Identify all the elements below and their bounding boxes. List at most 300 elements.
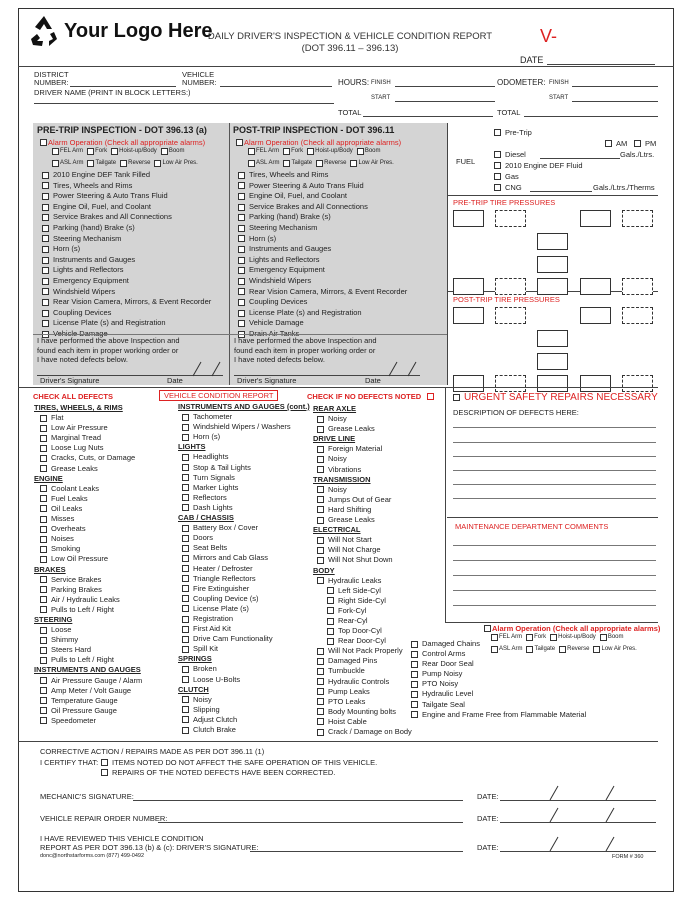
alarm-hoist-up-body-checkbox[interactable]	[550, 634, 557, 641]
defect-checkbox[interactable]	[317, 547, 324, 554]
checklist-item: License Plate (s) and Registration	[42, 318, 211, 329]
defect-item: Body Mounting bolts	[313, 707, 412, 717]
defect-item: Hydraulic Controls	[313, 677, 412, 687]
tire-pressure-box[interactable]	[537, 330, 568, 347]
defect-checkbox[interactable]	[182, 646, 189, 653]
defect-checkbox[interactable]	[317, 537, 324, 544]
defect-checkbox[interactable]	[317, 678, 324, 685]
defect-item: Rear Door Seal	[411, 659, 586, 669]
pre-trip-tire-title: PRE-TRIP TIRE PRESSURES	[453, 198, 556, 207]
alarm-fel-arm-checkbox[interactable]	[491, 634, 498, 641]
defect-item: Coupling Device (s)	[178, 594, 310, 604]
tire-pressure-box[interactable]	[537, 353, 568, 370]
alarm-tailgate-checkbox[interactable]	[526, 646, 533, 653]
checklist-item: Tires, Wheels and Rims	[42, 181, 211, 192]
item-checkbox[interactable]	[238, 193, 245, 200]
defect-item: Registration	[178, 614, 310, 624]
defect-checkbox[interactable]	[317, 466, 324, 473]
item-checkbox[interactable]	[42, 172, 49, 179]
defect-checkbox[interactable]	[40, 637, 47, 644]
checklist-item: Drain Air Tanks	[238, 329, 407, 340]
category-heading: TIRES, WHEELS, & RIMS	[34, 403, 123, 412]
certify-opt2-checkbox[interactable]	[101, 769, 108, 776]
item-checkbox[interactable]	[42, 299, 49, 306]
defect-checkbox[interactable]	[182, 716, 189, 723]
defect-checkbox[interactable]	[182, 706, 189, 713]
tire-pressure-box[interactable]	[495, 278, 526, 295]
alarm-boom-checkbox[interactable]	[161, 148, 168, 155]
def-checkbox[interactable]	[494, 162, 501, 169]
category-heading: CAB / CHASSIS	[178, 513, 234, 523]
defect-checkbox[interactable]	[182, 545, 189, 552]
description-line[interactable]	[453, 498, 656, 499]
defect-checkbox[interactable]	[317, 708, 324, 715]
checklist-item: 2010 Engine DEF Tank Filled	[42, 170, 211, 181]
defect-item: Battery Box / Cover	[178, 523, 310, 533]
item-checkbox[interactable]	[238, 267, 245, 274]
defect-checkbox[interactable]	[40, 485, 47, 492]
item-checkbox[interactable]	[42, 235, 49, 242]
post-cert: I have performed the above Inspection and found each item in proper working order or I have noted defects below.	[234, 336, 377, 364]
pretrip-fuel-checkbox[interactable]	[494, 129, 501, 136]
defect-item: Jumps Out of Gear	[313, 495, 412, 505]
repair-order-line[interactable]	[158, 822, 463, 823]
hours-total-field[interactable]	[363, 116, 493, 117]
defect-item: Air Pressure Gauge / Alarm	[34, 676, 142, 686]
tire-pressure-box[interactable]	[537, 233, 568, 250]
tire-pressure-box[interactable]	[537, 375, 568, 392]
defect-checkbox[interactable]	[317, 557, 324, 564]
defect-checkbox[interactable]	[182, 636, 189, 643]
driver-review-signature-line[interactable]	[250, 851, 463, 852]
defect-checkbox[interactable]	[40, 596, 47, 603]
defect-item: Cracks, Cuts, or Damage	[34, 453, 142, 463]
checklist-item: Power Steering & Auto Trans Fluid	[238, 181, 407, 192]
maintenance-label: MAINTENANCE DEPARTMENT COMMENTS	[455, 522, 609, 531]
checklist-item: Engine Oil, Fuel, and Coolant	[42, 202, 211, 213]
item-checkbox[interactable]	[42, 310, 49, 317]
defect-checkbox[interactable]	[182, 484, 189, 491]
defect-checkbox[interactable]	[182, 565, 189, 572]
defect-checkbox[interactable]	[182, 535, 189, 542]
defect-item: Loose Lug Nuts	[34, 443, 142, 453]
defect-item: Foreign Material	[313, 444, 412, 454]
defect-checkbox[interactable]	[182, 696, 189, 703]
defect-item: Overheats	[34, 524, 142, 534]
defect-checkbox[interactable]	[182, 525, 189, 532]
defect-checkbox[interactable]	[40, 505, 47, 512]
defect-checkbox[interactable]	[40, 526, 47, 533]
tire-pressure-box[interactable]	[495, 375, 526, 392]
post-trip-checklist	[238, 170, 407, 340]
defect-checkbox[interactable]	[411, 711, 418, 718]
defect-item: Low Air Pressure	[34, 423, 142, 433]
alarm-reverse-checkbox[interactable]	[559, 646, 566, 653]
defect-checkbox[interactable]	[40, 687, 47, 694]
defect-item: PTO Noisy	[411, 679, 586, 689]
defect-checkbox[interactable]	[182, 727, 189, 734]
am-checkbox[interactable]	[605, 140, 612, 147]
defect-item: Smoking	[34, 544, 142, 554]
defect-checkbox[interactable]	[327, 597, 334, 604]
alarm-asl-arm-checkbox[interactable]	[491, 646, 498, 653]
category-heading: BODY	[313, 565, 335, 575]
defect-checkbox[interactable]	[40, 465, 47, 472]
defect-item: Noises	[34, 534, 142, 544]
defect-checkbox[interactable]	[182, 575, 189, 582]
defect-checkbox[interactable]	[317, 517, 324, 524]
defect-checkbox[interactable]	[317, 668, 324, 675]
tire-pressure-box[interactable]	[453, 375, 484, 392]
item-checkbox[interactable]	[42, 278, 49, 285]
checklist-item: Emergency Equipment	[42, 276, 211, 287]
defect-checkbox[interactable]	[182, 454, 189, 461]
defect-item: Marginal Tread	[34, 433, 142, 443]
defect-checkbox[interactable]	[411, 701, 418, 708]
district-field[interactable]	[70, 86, 176, 87]
defects-col3	[313, 404, 412, 737]
item-checkbox[interactable]	[238, 257, 245, 264]
defect-checkbox[interactable]	[182, 666, 189, 673]
defect-item: Flat	[34, 413, 142, 423]
tire-pressure-box[interactable]	[622, 278, 653, 295]
defect-checkbox[interactable]	[40, 677, 47, 684]
maintenance-line[interactable]	[453, 590, 656, 591]
defect-item: Headlights	[178, 452, 310, 462]
defect-checkbox[interactable]	[40, 536, 47, 543]
defect-checkbox[interactable]	[40, 455, 47, 462]
maintenance-line[interactable]	[453, 605, 656, 606]
item-checkbox[interactable]	[238, 320, 245, 327]
defect-checkbox[interactable]	[182, 626, 189, 633]
alarm-low-air-pres-checkbox[interactable]	[350, 160, 357, 167]
item-checkbox[interactable]	[42, 193, 49, 200]
item-checkbox[interactable]	[238, 225, 245, 232]
defect-item: Turnbuckle	[313, 666, 412, 676]
defect-checkbox[interactable]	[317, 446, 324, 453]
item-checkbox[interactable]	[42, 267, 49, 274]
defect-item: Noisy	[178, 695, 310, 705]
odometer-start-field[interactable]	[572, 101, 658, 102]
checklist-item: Vehicle Damage	[238, 318, 407, 329]
defect-item: Hydraulic Leaks	[313, 576, 412, 586]
tire-pressure-box[interactable]	[453, 278, 484, 295]
category-heading: ELECTRICAL	[313, 525, 361, 535]
defect-checkbox[interactable]	[317, 426, 324, 433]
category-heading: DRIVE LINE	[313, 434, 356, 444]
alarm-low-air-pres-checkbox[interactable]	[593, 646, 600, 653]
defect-item: Broken	[178, 664, 310, 674]
alarm-tailgate-checkbox[interactable]	[87, 160, 94, 167]
defect-item: Oil Leaks	[34, 504, 142, 514]
pm-checkbox[interactable]	[634, 140, 641, 147]
alarm-hoist-up-body-checkbox[interactable]	[307, 148, 314, 155]
alarm-reverse-checkbox[interactable]	[316, 160, 323, 167]
item-checkbox[interactable]	[238, 172, 245, 179]
alarm-asl-arm-checkbox[interactable]	[52, 160, 59, 167]
defect-checkbox[interactable]	[40, 606, 47, 613]
tire-pressure-box[interactable]	[622, 210, 653, 227]
hours-finish-field[interactable]	[395, 86, 495, 87]
defect-checkbox[interactable]	[182, 434, 189, 441]
defect-checkbox[interactable]	[182, 464, 189, 471]
defect-item: Will Not Pack Properly	[313, 646, 412, 656]
defect-item: Air / Hydraulic Leaks	[34, 595, 142, 605]
item-checkbox[interactable]	[238, 182, 245, 189]
defect-item: Will Not Shut Down	[313, 555, 412, 565]
defect-item: Will Not Charge	[313, 545, 412, 555]
checklist-item: Lights and Reflectors	[238, 255, 407, 266]
item-checkbox[interactable]	[238, 299, 245, 306]
alarm-fork-checkbox[interactable]	[283, 148, 290, 155]
defect-item: Pump Noisy	[411, 669, 586, 679]
defect-checkbox[interactable]	[317, 456, 324, 463]
defect-checkbox[interactable]	[182, 494, 189, 501]
checklist-item: Steering Mechanism	[42, 234, 211, 245]
date-line[interactable]	[547, 64, 655, 65]
defect-checkbox[interactable]	[411, 691, 418, 698]
defect-item: Misses	[34, 514, 142, 524]
driver-name-field[interactable]	[34, 103, 334, 104]
item-checkbox[interactable]	[42, 204, 49, 211]
alarm-checkbox[interactable]	[236, 139, 243, 146]
item-checkbox[interactable]	[42, 225, 49, 232]
defect-item: Doors	[178, 533, 310, 543]
item-checkbox[interactable]	[238, 288, 245, 295]
defect-item: Hard Shifting	[313, 505, 412, 515]
odometer-finish-field[interactable]	[572, 86, 658, 87]
defect-checkbox[interactable]	[327, 607, 334, 614]
defect-checkbox[interactable]	[317, 698, 324, 705]
defect-item: Amp Meter / Volt Gauge	[34, 686, 142, 696]
tire-pressure-box[interactable]	[537, 278, 568, 295]
defect-checkbox[interactable]	[317, 658, 324, 665]
item-checkbox[interactable]	[42, 288, 49, 295]
defect-checkbox[interactable]	[317, 729, 324, 736]
certify-opt1-checkbox[interactable]	[101, 759, 108, 766]
description-line[interactable]	[453, 484, 656, 485]
item-checkbox[interactable]	[42, 257, 49, 264]
gas-checkbox[interactable]	[494, 173, 501, 180]
defect-checkbox[interactable]	[40, 647, 47, 654]
defect-checkbox[interactable]	[182, 676, 189, 683]
contact-info: donc@northstarforms.com (877) 499-0492	[40, 853, 145, 859]
defect-checkbox[interactable]	[317, 506, 324, 513]
checklist-item: Vehicle Damage	[42, 329, 211, 340]
checklist-item: Horn (s)	[42, 244, 211, 255]
defect-item: Coolant Leaks	[34, 484, 142, 494]
checklist-item: Rear Vision Camera, Mirrors, & Event Recorder	[238, 287, 407, 298]
defect-checkbox[interactable]	[40, 717, 47, 724]
defect-item: Dash Lights	[178, 503, 310, 513]
defects-col1	[34, 403, 142, 726]
tire-pressure-box[interactable]	[537, 256, 568, 273]
maintenance-line[interactable]	[453, 545, 656, 546]
alarm-checkbox[interactable]	[40, 139, 47, 146]
alarm-operation: Alarm Operation (Check all appropriate alarms) FEL Arm Fork Hoist-up/Body Boom ASL Arm Tailgate Reverse Low Air Pres.	[236, 138, 403, 171]
defect-checkbox[interactable]	[317, 416, 324, 423]
urgent-checkbox[interactable]	[453, 394, 460, 401]
defect-checkbox[interactable]	[411, 671, 418, 678]
description-line[interactable]	[453, 456, 656, 457]
checklist-item: Emergency Equipment	[238, 265, 407, 276]
mechanic-signature-line[interactable]	[133, 800, 463, 801]
defect-checkbox[interactable]	[40, 707, 47, 714]
hours-start-field[interactable]	[395, 101, 495, 102]
tire-pressure-box[interactable]	[453, 210, 484, 227]
defect-item: Crack / Damage on Body	[313, 727, 412, 737]
defect-checkbox[interactable]	[327, 618, 334, 625]
diesel-checkbox[interactable]	[494, 151, 501, 158]
defect-checkbox[interactable]	[182, 585, 189, 592]
defect-checkbox[interactable]	[411, 651, 418, 658]
tire-pressure-box[interactable]	[495, 307, 526, 324]
defect-checkbox[interactable]	[182, 424, 189, 431]
defect-item: Pulls to Left / Right	[34, 655, 142, 665]
pre-cert: I have performed the above Inspection and found each item in proper working order or I have noted defects below.	[37, 336, 180, 364]
defect-item: Grease Leaks	[34, 464, 142, 474]
defect-checkbox[interactable]	[327, 628, 334, 635]
description-line[interactable]	[453, 427, 656, 428]
cng-checkbox[interactable]	[494, 184, 501, 191]
item-checkbox[interactable]	[238, 214, 245, 221]
defect-item: Marker Lights	[178, 483, 310, 493]
defect-item: Rear Door-Cyl	[313, 636, 412, 646]
alarm-fel-arm-checkbox[interactable]	[248, 148, 255, 155]
item-checkbox[interactable]	[238, 204, 245, 211]
item-checkbox[interactable]	[238, 246, 245, 253]
maintenance-line[interactable]	[453, 575, 656, 576]
defect-checkbox[interactable]	[411, 661, 418, 668]
defect-checkbox[interactable]	[317, 648, 324, 655]
tire-pressure-box[interactable]	[453, 307, 484, 324]
maintenance-line[interactable]	[453, 560, 656, 561]
description-line[interactable]	[453, 470, 656, 471]
item-checkbox[interactable]	[238, 310, 245, 317]
alarm-operation: Alarm Operation (Check all appropriate alarms) FEL Arm Fork Hoist-up/Body Boom ASL Arm Tailgate Reverse Low Air Pres.	[484, 624, 662, 657]
defect-checkbox[interactable]	[327, 638, 334, 645]
defect-item: Turn Signals	[178, 473, 310, 483]
category-heading: TRANSMISSION	[313, 474, 371, 484]
item-checkbox[interactable]	[238, 235, 245, 242]
defect-item: Hoist Cable	[313, 717, 412, 727]
item-checkbox[interactable]	[42, 246, 49, 253]
tire-pressure-box[interactable]	[580, 375, 611, 392]
alarm-checkbox[interactable]	[484, 625, 491, 632]
defect-checkbox[interactable]	[411, 641, 418, 648]
defect-checkbox[interactable]	[317, 577, 324, 584]
tire-pressure-box[interactable]	[622, 307, 653, 324]
defect-checkbox[interactable]	[317, 496, 324, 503]
defect-checkbox[interactable]	[411, 681, 418, 688]
post-trip-title: POST-TRIP INSPECTION - DOT 396.11	[233, 125, 395, 135]
defect-checkbox[interactable]	[40, 556, 47, 563]
defect-item: Loose	[34, 625, 142, 635]
defect-checkbox[interactable]	[40, 425, 47, 432]
alarm-reverse-checkbox[interactable]	[120, 160, 127, 167]
defect-checkbox[interactable]	[40, 627, 47, 634]
defect-checkbox[interactable]	[40, 576, 47, 583]
defect-checkbox[interactable]	[40, 586, 47, 593]
defect-checkbox[interactable]	[40, 435, 47, 442]
description-line[interactable]	[453, 442, 656, 443]
alarm-hoist-up-body-checkbox[interactable]	[111, 148, 118, 155]
defect-item: Right Side-Cyl	[313, 596, 412, 606]
alarm-fork-checkbox[interactable]	[526, 634, 533, 641]
tire-pressure-box[interactable]	[495, 210, 526, 227]
odometer-total-field[interactable]	[524, 116, 658, 117]
defect-item: Stop & Tail Lights	[178, 463, 310, 473]
defect-checkbox[interactable]	[182, 595, 189, 602]
form-title: DAILY DRIVER'S INSPECTION & VEHICLE CONDITION REPORT	[207, 31, 493, 42]
defect-checkbox[interactable]	[40, 546, 47, 553]
check-all-defects: CHECK ALL DEFECTS	[33, 392, 114, 401]
defect-item: Vibrations	[313, 465, 412, 475]
alarm-boom-checkbox[interactable]	[600, 634, 607, 641]
vehicle-number-field[interactable]	[220, 86, 332, 87]
alarm-fork-checkbox[interactable]	[87, 148, 94, 155]
item-checkbox[interactable]	[42, 182, 49, 189]
defect-item: Noisy	[313, 414, 412, 424]
item-checkbox[interactable]	[238, 278, 245, 285]
defect-checkbox[interactable]	[40, 516, 47, 523]
defect-checkbox[interactable]	[40, 697, 47, 704]
defect-checkbox[interactable]	[327, 587, 334, 594]
tire-pressure-box[interactable]	[580, 210, 611, 227]
defect-checkbox[interactable]	[182, 616, 189, 623]
no-defects-checkbox[interactable]	[427, 393, 434, 400]
tire-pressure-box[interactable]	[622, 375, 653, 392]
defect-checkbox[interactable]	[40, 657, 47, 664]
defect-item: Parking Brakes	[34, 585, 142, 595]
item-checkbox[interactable]	[42, 320, 49, 327]
date-label: DATE	[520, 55, 544, 65]
defect-checkbox[interactable]	[182, 504, 189, 511]
defect-checkbox[interactable]	[182, 414, 189, 421]
alarm-low-air-pres-checkbox[interactable]	[154, 160, 161, 167]
defect-item: Left Side-Cyl	[313, 586, 412, 596]
item-checkbox[interactable]	[42, 214, 49, 221]
tire-pressure-box[interactable]	[580, 307, 611, 324]
defect-item: PTO Leaks	[313, 697, 412, 707]
alarm-asl-arm-checkbox[interactable]	[248, 160, 255, 167]
defect-checkbox[interactable]	[182, 555, 189, 562]
checklist-item: Parking (hand) Brake (s)	[42, 223, 211, 234]
defect-checkbox[interactable]	[317, 718, 324, 725]
defect-checkbox[interactable]	[40, 495, 47, 502]
logo-text: Your Logo Here	[64, 20, 213, 42]
defects-col2	[178, 402, 310, 735]
defect-checkbox[interactable]	[182, 474, 189, 481]
tire-pressure-box[interactable]	[580, 278, 611, 295]
defect-item: Windshield Wipers / Washers	[178, 422, 310, 432]
defect-checkbox[interactable]	[317, 486, 324, 493]
category-heading: BRAKES	[34, 564, 66, 574]
defect-checkbox[interactable]	[40, 415, 47, 422]
alarm-fel-arm-checkbox[interactable]	[52, 148, 59, 155]
category-heading: CLUTCH	[178, 684, 209, 694]
pre-trip-title: PRE-TRIP INSPECTION - DOT 396.13 (a)	[37, 125, 207, 135]
defect-checkbox[interactable]	[182, 605, 189, 612]
checklist-item: Rear Vision Camera, Mirrors, & Event Recorder	[42, 297, 211, 308]
defect-checkbox[interactable]	[317, 688, 324, 695]
alarm-tailgate-checkbox[interactable]	[283, 160, 290, 167]
defect-item: Spill Kit	[178, 644, 310, 654]
alarm-boom-checkbox[interactable]	[357, 148, 364, 155]
defect-item: Pump Leaks	[313, 687, 412, 697]
defect-item: Reflectors	[178, 493, 310, 503]
defect-checkbox[interactable]	[40, 445, 47, 452]
